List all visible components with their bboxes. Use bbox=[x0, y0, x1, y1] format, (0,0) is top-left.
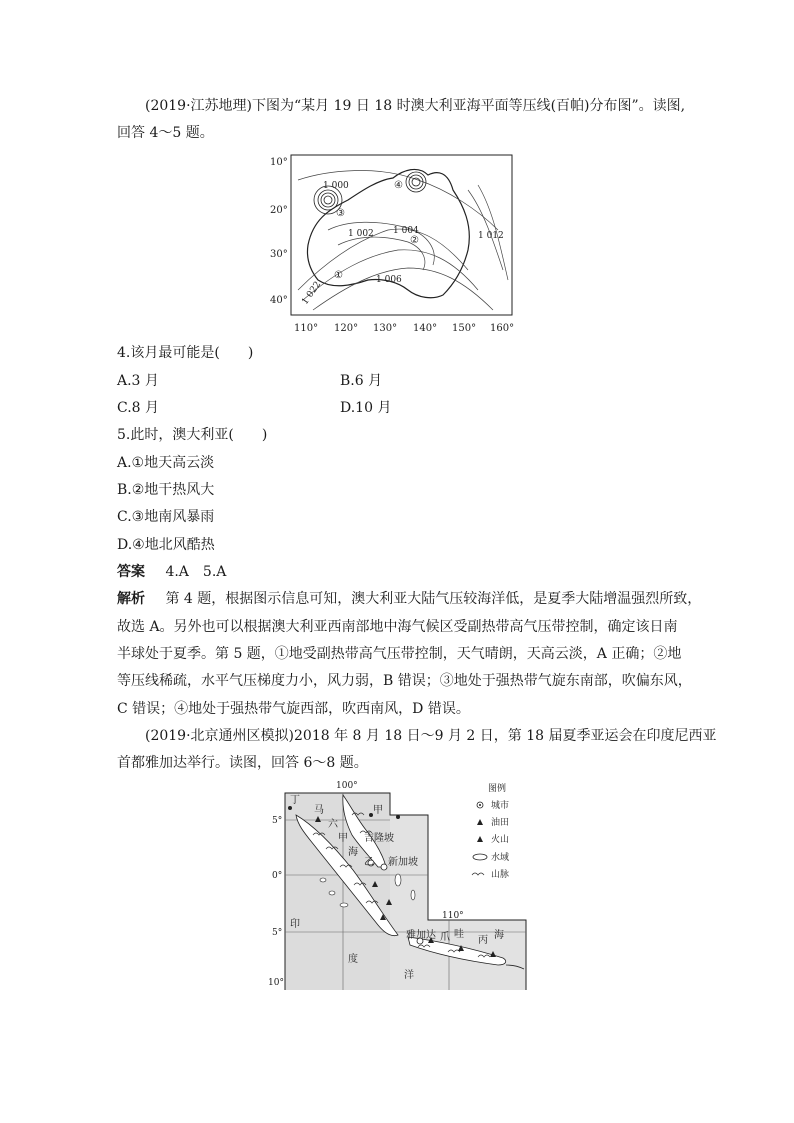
label-jia1: 甲 bbox=[338, 833, 348, 844]
analysis-label: 解析 bbox=[117, 591, 145, 607]
lat-label-5s: 5° bbox=[272, 928, 283, 938]
isobar-label-1006: 1 006 bbox=[376, 275, 402, 285]
isobar-label-1022: 1 022 bbox=[300, 279, 324, 307]
q45-intro-line1: (2019·江苏地理)下图为“某月 19 日 18 时澳大利亚海平面等压线(百帕)分布图”。读图, bbox=[145, 98, 686, 114]
label-kuala: 吉隆坡 bbox=[364, 833, 394, 844]
label-jia2: 甲 bbox=[373, 805, 383, 816]
q4-stem: 4.该月最可能是( ) bbox=[117, 345, 254, 361]
answer-label: 答案 bbox=[117, 564, 145, 580]
legend-title: 图例 bbox=[488, 784, 507, 794]
lat-label-40: 40° bbox=[270, 295, 288, 306]
legend-volcano: 火山 bbox=[491, 835, 510, 845]
lat-label-0: 0° bbox=[272, 871, 283, 881]
analysis-line5: C 错误；④地处于强热带气旋西部，吹西南风，D 错误。 bbox=[117, 701, 470, 717]
southeast-asia-map bbox=[268, 775, 530, 990]
lat-label-20: 20° bbox=[270, 205, 288, 216]
map-legend bbox=[472, 782, 509, 880]
analysis-line4: 等压线稀疏，水平气压梯度力小，风力弱，B 错误；③地处于强热带气旋东南部，吹偏东风， bbox=[117, 673, 692, 689]
q4-option-a: A.3 月 bbox=[117, 373, 159, 389]
analysis-line1 bbox=[117, 589, 701, 609]
lon-label-110: 110° bbox=[442, 911, 464, 921]
lon-label-160: 160° bbox=[490, 323, 515, 334]
lat-label-30: 30° bbox=[270, 249, 288, 260]
legend-water: 水域 bbox=[491, 853, 510, 863]
answer-value: 4.A 5.A bbox=[165, 564, 227, 580]
label-singapore: 新加坡 bbox=[388, 857, 418, 868]
lon-label-110: 110° bbox=[294, 323, 319, 334]
lon-label-130: 130° bbox=[373, 323, 398, 334]
q45-intro-line2: 回答 4～5 题。 bbox=[117, 125, 214, 141]
circled-2: ② bbox=[410, 235, 419, 246]
legend-mountain: 山脉 bbox=[491, 870, 510, 880]
label-yin: 印 bbox=[290, 919, 300, 930]
label-wa: 哇 bbox=[454, 929, 464, 940]
label-yi: 乙 bbox=[364, 857, 374, 868]
lon-label-150: 150° bbox=[452, 323, 477, 334]
q68-intro-line1: (2019·北京通州区模拟)2018 年 8 月 18 日～9 月 2 日，第 18 届夏季亚运会在印度尼西亚 bbox=[145, 728, 717, 744]
label-hai2: 海 bbox=[494, 930, 504, 941]
q4-option-b: B.6 月 bbox=[340, 373, 383, 389]
legend-city: 城市 bbox=[491, 801, 510, 811]
lat-label-10: 10° bbox=[270, 157, 288, 168]
circled-3: ③ bbox=[336, 208, 345, 219]
lon-label-120: 120° bbox=[334, 323, 359, 334]
australia-isobar-map bbox=[268, 150, 523, 338]
analysis-line2: 故选 A。另外也可以根据澳大利亚西南部地中海气候区受副热带高气压带控制，确定该日南 bbox=[117, 619, 678, 635]
label-hai1: 海 bbox=[348, 847, 358, 858]
label-bing: 丙 bbox=[478, 935, 488, 946]
isobar-label-1004: 1 004 bbox=[393, 226, 419, 236]
q68-intro-line2: 首都雅加达举行。读图，回答 6～8 题。 bbox=[117, 755, 368, 771]
label-jakarta: 雅加达 bbox=[406, 930, 436, 941]
isobar-label-1000: 1 000 bbox=[323, 181, 349, 191]
lat-label-5n: 5° bbox=[272, 816, 283, 826]
q5-option-b: B.②地干热风大 bbox=[117, 482, 215, 498]
circled-4: ④ bbox=[394, 180, 403, 191]
analysis-line3: 半球处于夏季。第 5 题，①地受副热带高气压带控制，天气晴朗，天高云淡，A 正确；②地 bbox=[117, 646, 682, 662]
analysis-text-1: 第 4 题，根据图示信息可知，澳大利亚大陆气压较海洋低，是夏季大陆增温强烈所致， bbox=[165, 591, 702, 607]
lon-label-140: 140° bbox=[413, 323, 438, 334]
label-yang: 洋 bbox=[404, 970, 414, 981]
answer-line bbox=[117, 562, 226, 582]
q5-stem: 5.此时，澳大利亚( ) bbox=[117, 427, 268, 443]
q5-option-c: C.③地南风暴雨 bbox=[117, 509, 215, 525]
label-du: 度 bbox=[348, 954, 358, 965]
lon-label-100: 100° bbox=[336, 781, 358, 791]
label-zhua: 爪 bbox=[440, 932, 450, 943]
label-liu: 六 bbox=[328, 819, 338, 830]
isobar-label-1012: 1 012 bbox=[478, 231, 504, 241]
isobar-label-1002: 1 002 bbox=[348, 229, 374, 239]
q4-option-c: C.8 月 bbox=[117, 400, 160, 416]
label-ma: 马 bbox=[314, 805, 324, 816]
legend-oilfield: 油田 bbox=[491, 818, 510, 828]
circled-1: ① bbox=[334, 270, 343, 281]
q5-option-a: A.①地天高云淡 bbox=[117, 455, 215, 471]
q5-option-d: D.④地北风酷热 bbox=[117, 537, 215, 553]
label-ding: 丁 bbox=[290, 795, 300, 806]
q4-option-d: D.10 月 bbox=[340, 400, 392, 416]
lat-label-10s: 10° bbox=[268, 978, 284, 988]
